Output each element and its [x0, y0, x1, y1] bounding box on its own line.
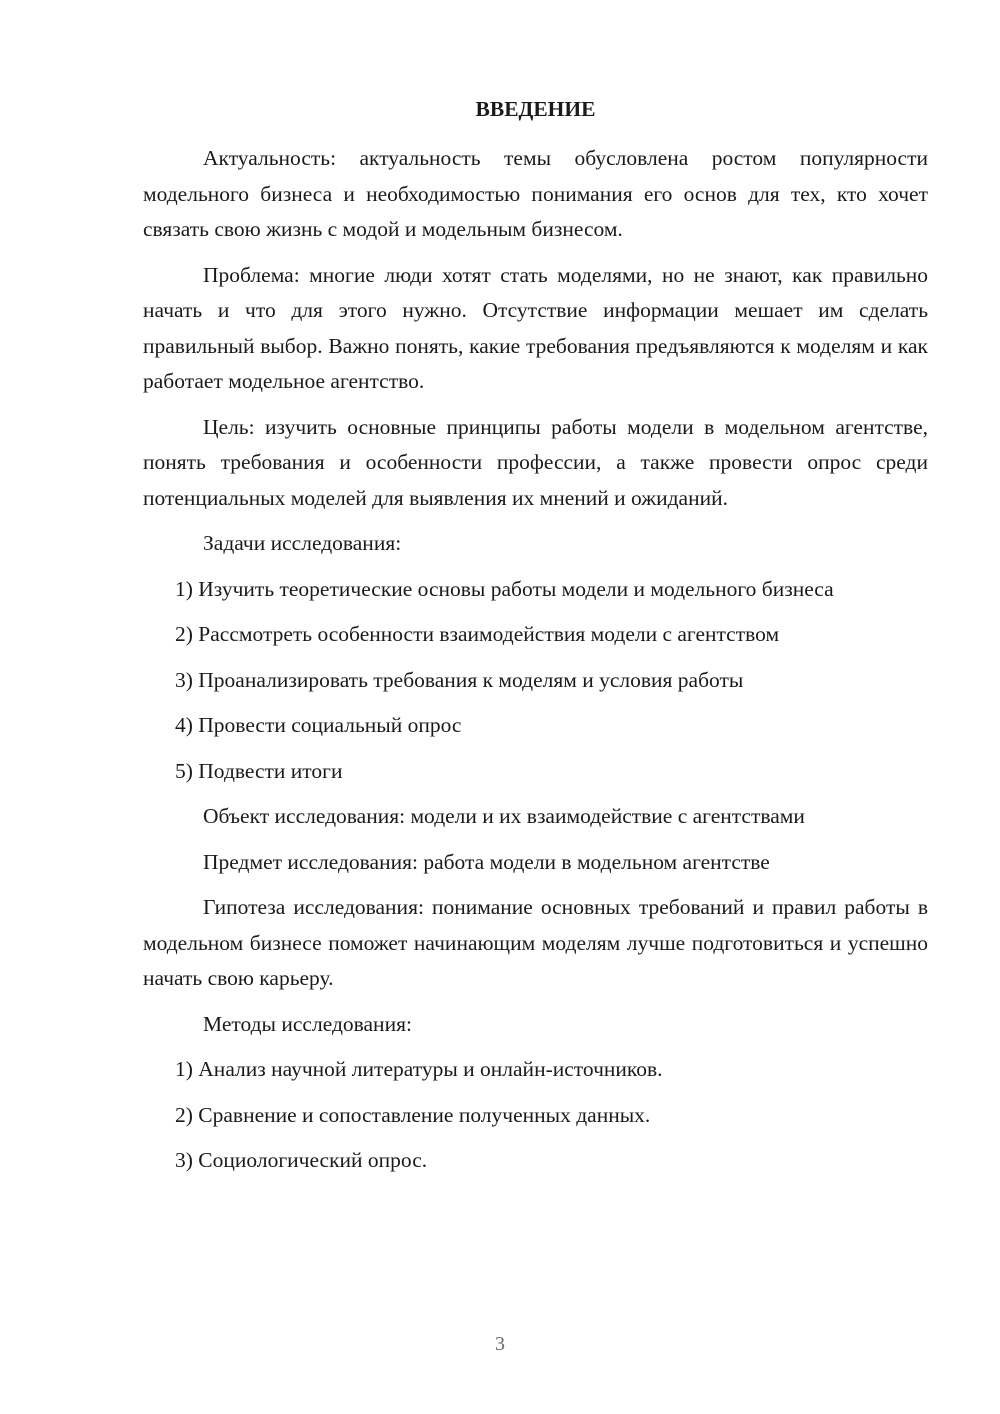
- problem-paragraph: Проблема: многие люди хотят стать моделями, но не знают, как правильно начать и что для этого нужно. Отсутствие информации мешает им сделать правильный выбор. Важно понять, какие требования предъявляются к моделям и как работает модельное агентство.: [143, 262, 928, 393]
- page-content: [143, 92, 928, 1189]
- task-item-1: 1) Изучить теоретические основы работы модели и модельного бизнеса: [175, 576, 834, 601]
- page-number: 3: [495, 1333, 505, 1355]
- methods-list: [143, 1052, 928, 1179]
- method-item-3: 3) Социологический опрос.: [175, 1148, 428, 1172]
- subject-paragraph: Предмет исследования: работа модели в модельном агентстве: [203, 849, 770, 874]
- tasks-list: [143, 572, 928, 790]
- task-item-2: 2) Рассмотреть особенности взаимодействия модели с агентством: [175, 622, 780, 646]
- task-item-4: 4) Провести социальный опрос: [175, 713, 462, 737]
- section-title: ВВЕДЕНИЕ: [475, 97, 596, 121]
- method-item-1: 1) Анализ научной литературы и онлайн-источников.: [175, 1057, 663, 1081]
- method-item-2: 2) Сравнение и сопоставление полученных данных.: [175, 1102, 651, 1127]
- object-paragraph: Объект исследования: модели и их взаимодействие с агентствами: [203, 804, 805, 828]
- relevance-paragraph: Актуальность: актуальность темы обусловлена ростом популярности модельного бизнеса и необходимостью понимания его основ для тех, кто хочет связать свою жизнь с модой и модельным бизнесом.: [143, 146, 928, 241]
- task-item-3: 3) Проанализировать требования к моделям и условия работы: [175, 667, 744, 692]
- task-item-5: 5) Подвести итоги: [175, 758, 343, 783]
- hypothesis-paragraph: Гипотеза исследования: понимание основных требований и правил работы в модельном бизнесе поможет начинающим моделям лучше подготовиться и успешно начать свою карьеру.: [143, 895, 928, 990]
- tasks-heading: Задачи исследования:: [203, 531, 402, 555]
- goal-paragraph: Цель: изучить основные принципы работы модели в модельном агентстве, понять требования и особенности профессии, а также провести опрос среди потенциальных моделей для выявления их мнений и ожиданий.: [143, 414, 928, 510]
- methods-heading: Методы исследования:: [203, 1011, 412, 1036]
